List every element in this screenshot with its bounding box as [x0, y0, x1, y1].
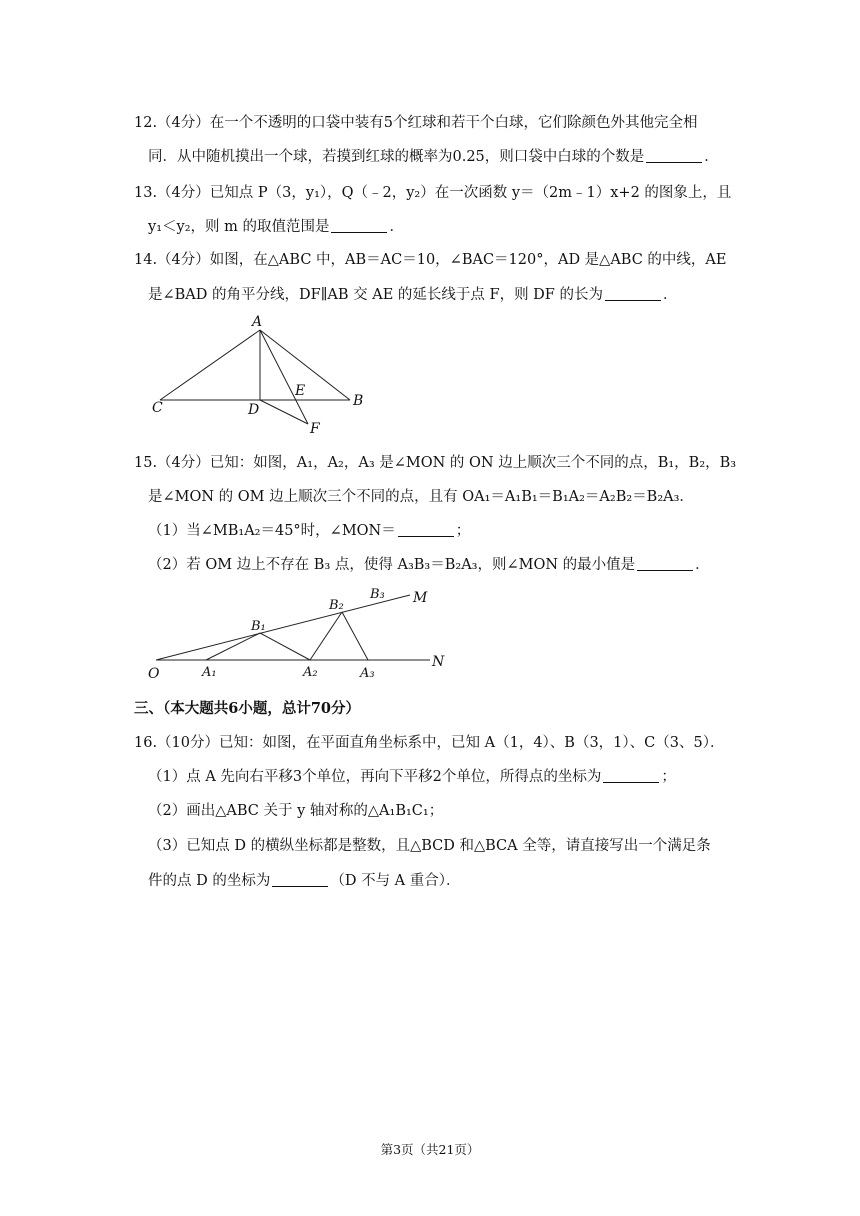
- answer-blank: [272, 872, 328, 887]
- q12-line1: 12.（4分）在一个不透明的口袋中装有5个红球和若干个白球，它们除颜色外其他完全相: [134, 115, 698, 131]
- q14-text: 是∠BAD 的角平分线，DF∥AB 交 AE 的延长线于点 F，则 DF 的长为: [148, 287, 603, 303]
- q15-sub2-end: ．: [695, 557, 710, 573]
- q13-end: ．: [389, 219, 404, 235]
- ray-om: [156, 595, 410, 660]
- q13-line2: [148, 215, 404, 236]
- label-n: N: [432, 654, 445, 670]
- label-c: C: [152, 400, 163, 416]
- q16-sub2: （2）画出△ABC 关于 y 轴对称的△A₁B₁C₁；: [148, 803, 444, 819]
- segment-df: [260, 400, 308, 424]
- q15-line1: 15.（4分）已知：如图，A₁，A₂，A₃ 是∠MON 的 ON 边上顺次三个不同的点，B₁，B₂，B₃: [134, 455, 737, 471]
- answer-blank: [605, 286, 661, 301]
- label-b3: B₃: [370, 587, 385, 602]
- label-e: E: [295, 383, 306, 399]
- q15-sub1-text: （1）当∠MB₁A₂＝45°时，∠MON＝: [148, 523, 396, 539]
- label-b: B: [353, 393, 364, 409]
- label-b2: B₂: [329, 598, 344, 613]
- q16-sub1-end: ；: [661, 769, 676, 785]
- label-a2: A₂: [303, 665, 318, 680]
- answer-blank: [603, 768, 659, 783]
- section-heading: 三、（本大题共6小题，总计70分）: [134, 700, 361, 717]
- q12-text: 同．从中随机摸出一个球，若摸到红球的概率为0.25，则口袋中白球的个数是: [148, 149, 645, 165]
- q15-sub2-text: （2）若 OM 边上不存在 B₃ 点，使得 A₃B₃＝B₂A₃，则∠MON 的最小值是: [148, 557, 636, 573]
- segment-b1a2: [260, 633, 310, 660]
- label-a: A: [252, 314, 263, 330]
- segment-a1b1: [206, 633, 260, 660]
- q14-line1: 14.（4分）如图，在△ABC 中，AB＝AC＝10，∠BAC＝120°，AD 是△ABC 的中线，AE: [134, 252, 727, 268]
- q15-sub1: [148, 519, 470, 540]
- q12-end: ．: [704, 149, 719, 165]
- q14-line2: [148, 283, 677, 304]
- segment-af: [260, 330, 308, 424]
- q16-sub1: [148, 765, 676, 786]
- answer-blank: [646, 148, 702, 163]
- label-o: O: [148, 666, 160, 682]
- label-f: F: [310, 421, 320, 437]
- q14-end: ．: [662, 287, 678, 303]
- q16-sub3b-end: （D 不与 A 重合）．: [330, 873, 461, 889]
- q12-line2: [148, 145, 719, 166]
- q13-text: y₁＜y₂，则 m 的取值范围是: [148, 219, 330, 235]
- label-d: D: [248, 402, 260, 418]
- answer-blank: [398, 522, 454, 537]
- label-a1: A₁: [202, 665, 217, 680]
- q16-sub3: （3）已知点 D 的横纵坐标都是整数，且△BCD 和△BCA 全等，请直接写出一个满足条: [148, 838, 711, 854]
- answer-blank: [637, 556, 693, 571]
- q16-line1: 16.（10分）已知：如图，在平面直角坐标系中，已知 A（1，4）、B（3，1）、C（3、5）．: [134, 735, 725, 751]
- q13-line1: 13.（4分）已知点 P（3，y₁），Q（﹣2，y₂）在一次函数 y＝（2m﹣1）x+2 的图象上，且: [134, 185, 732, 201]
- q15-sub2: [148, 553, 710, 574]
- q15-sub1-end: ；: [455, 523, 471, 539]
- segment-b2a3: [342, 612, 368, 660]
- label-b1: B₁: [251, 619, 266, 634]
- q16-sub1-text: （1）点 A 先向右平移3个单位，再向下平移2个单位，所得点的坐标为: [148, 769, 602, 785]
- q16-sub3b-text: 件的点 D 的坐标为: [148, 873, 271, 889]
- q16-sub3b: [148, 869, 461, 890]
- label-a3: A₃: [360, 666, 375, 681]
- q15-line2: 是∠MON 的 OM 边上顺次三个不同的点，且有 OA₁＝A₁B₁＝B₁A₂＝A₂B₂＝B₂A₃．: [148, 489, 694, 505]
- q15-figure: [140, 582, 460, 682]
- q14-figure: [140, 308, 380, 440]
- label-m: M: [413, 590, 428, 606]
- segment-ca: [160, 330, 260, 400]
- page-footer: 第3页（共21页）: [380, 1142, 480, 1157]
- answer-blank: [331, 218, 387, 233]
